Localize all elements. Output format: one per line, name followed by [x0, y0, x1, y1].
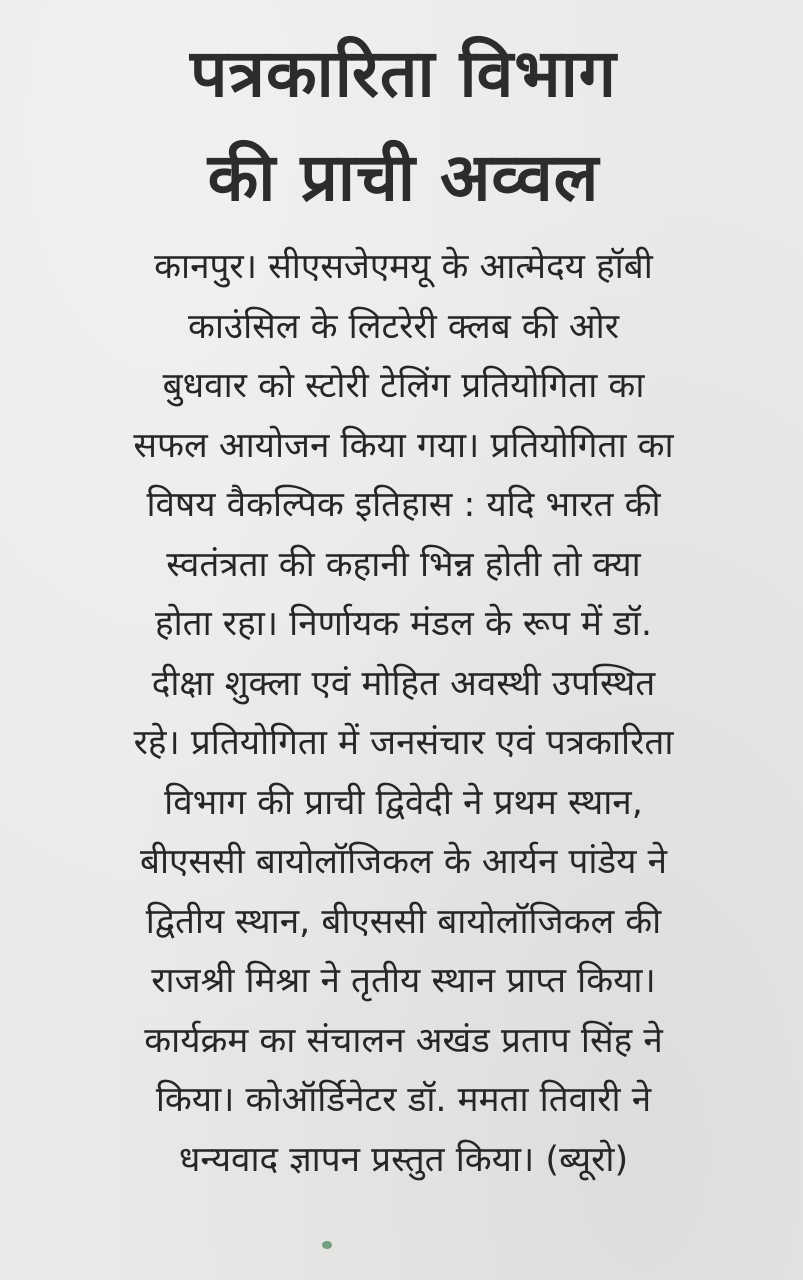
article-line: राजश्री मिश्रा ने तृतीय स्थान प्राप्त किया।: [151, 961, 656, 1001]
article-line: होता रहा। निर्णायक मंडल के रूप में डॉ.: [155, 604, 652, 644]
article-line: धन्यवाद ज्ञापन प्रस्तुत किया। (ब्यूरो): [178, 1139, 629, 1180]
headline-line: की प्राची अव्वल: [207, 139, 600, 216]
article-line: विषय वैकल्पिक इतिहास : यदि भारत की: [146, 485, 661, 525]
article-line: स्वतंत्रता की कहानी भिन्न होती तो क्या: [166, 544, 641, 585]
paper-speck: [322, 1241, 332, 1249]
article-line: दीक्षा शुक्ला एवं मोहित अवस्थी उपस्थित: [151, 663, 656, 704]
article-line: किया। कोऑर्डिनेटर डॉ. ममता तिवारी ने: [155, 1080, 652, 1120]
article-body: [34, 238, 773, 1190]
article-line: कार्यक्रम का संचालन अखंड प्रताप सिंह ने: [144, 1020, 663, 1061]
article-line: कानपुर। सीएसजेएमयू के आत्मेदय हॉबी: [154, 247, 653, 287]
article-line: रहे। प्रतियोगिता में जनसंचार एवं पत्रकारिता: [133, 723, 674, 763]
article-line: बुधवार को स्टोरी टेलिंग प्रतियोगिता का: [162, 366, 645, 406]
article-line: काउंसिल के लिटरेरी क्लब की ओर: [187, 306, 620, 347]
article-line: सफल आयोजन किया गया। प्रतियोगिता का: [133, 425, 674, 466]
article-line: विभाग की प्राची द्विवेदी ने प्रथम स्थान,: [164, 782, 643, 823]
article-line: द्वितीय स्थान, बीएससी बायोलॉजिकल की: [145, 901, 662, 942]
headline-line: पत्रकारिता विभाग: [190, 35, 617, 112]
article-line: बीएससी बायोलॉजिकल के आर्यन पांडेय ने: [139, 842, 668, 882]
headline: [34, 22, 773, 230]
